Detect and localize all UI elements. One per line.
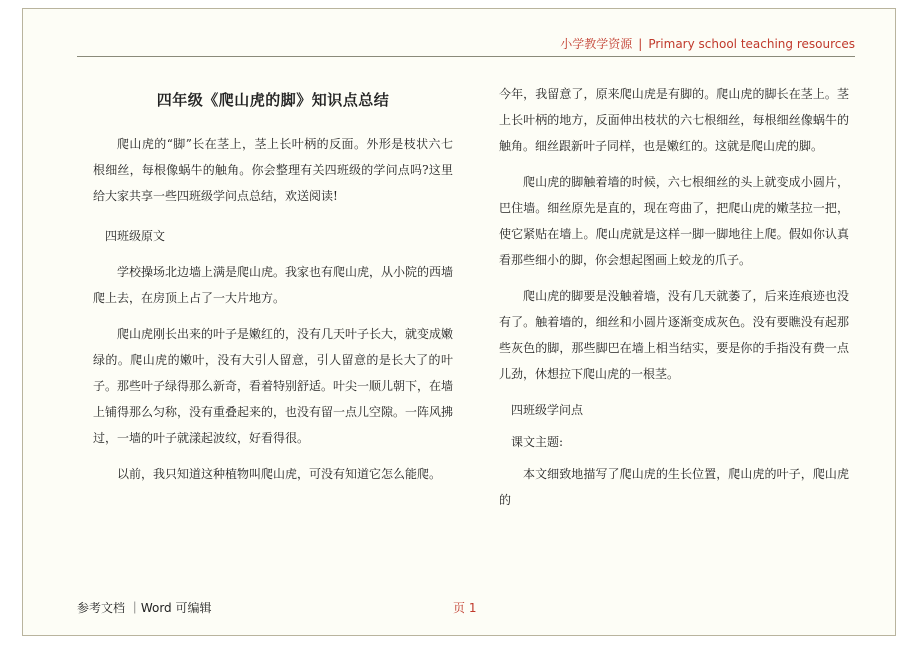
paragraph-1: 学校操场北边墙上满是爬山虎。我家也有爬山虎，从小院的西墙爬上去，在房顶上占了一大片地方。	[93, 265, 454, 305]
section-heading-knowledge-points: 四班级学问点	[511, 403, 584, 417]
header-site-en: Primary school teaching resources	[648, 37, 855, 51]
header-rule	[77, 56, 855, 57]
header-site-cn: 小学教学资源	[560, 37, 633, 51]
section-heading-original-text: 四班级原文	[105, 229, 166, 243]
paragraph-2: 爬山虎刚长出来的叶子是嫩红的，没有几天叶子长大，就变成嫩绿的。爬山虎的嫩叶，没有大引人留意，引人留意的是长大了的叶子。那些叶子绿得那么新奇，看着特别舒适。叶尖一顺儿朝下，在墙上铺得那么匀称，没有重叠起来的，也没有留一点儿空隙。一阵风拂过，一墙的叶子就漾起波纹，好看得很。	[93, 327, 454, 445]
paragraph-6: 本文细致地描写了爬山虎的生长位置，爬山虎的叶子，爬山虎的	[499, 467, 849, 507]
header-separator: |	[638, 37, 643, 51]
paragraph-5: 爬山虎的脚要是没触着墙，没有几天就萎了，后来连痕迹也没有了。触着墙的，细丝和小圆片逐渐变成灰色。没有要瞧没有起那些灰色的脚，那些脚巴在墙上相当结实，要是你的手指没有费一点儿劲，休想拉下爬山虎的一根茎。	[499, 289, 849, 381]
page-header	[560, 35, 855, 52]
lesson-theme-label: 课文主题:	[511, 435, 564, 449]
left-column	[93, 81, 453, 497]
paragraph-3-continued: 今年，我留意了，原来爬山虎是有脚的。爬山虎的脚长在茎上。茎上长叶柄的地方，反面伸出枝状的六七根细丝，每根细丝像蜗牛的触角。细丝跟新叶子同样，也是嫩红的。这就是爬山虎的脚。	[499, 87, 849, 153]
page-number: 页 1	[453, 601, 477, 615]
document-title: 四年级《爬山虎的脚》知识点总结	[156, 91, 390, 109]
footer-doc-note: 参考文档 ｜Word 可编辑	[77, 601, 212, 615]
paragraph-3-start: 以前，我只知道这种植物叫爬山虎，可没有知道它怎么能爬。	[117, 467, 442, 481]
right-column	[499, 81, 849, 523]
intro-paragraph: 爬山虎的“脚”长在茎上，茎上长叶柄的反面。外形是枝状六七根细丝，每根像蜗牛的触角。你会整理有关四班级的学问点吗?这里给大家共享一些四班级学问点总结，欢送阅读!	[93, 137, 453, 203]
document-page	[22, 8, 896, 636]
paragraph-4: 爬山虎的脚触着墙的时候，六七根细丝的头上就变成小圆片，巴住墙。细丝原先是直的，现在弯曲了，把爬山虎的嫩茎拉一把，使它紧贴在墙上。爬山虎就是这样一脚一脚地往上爬。假如你认真看那些细小的脚，你会想起图画上蛟龙的爪子。	[499, 175, 849, 267]
